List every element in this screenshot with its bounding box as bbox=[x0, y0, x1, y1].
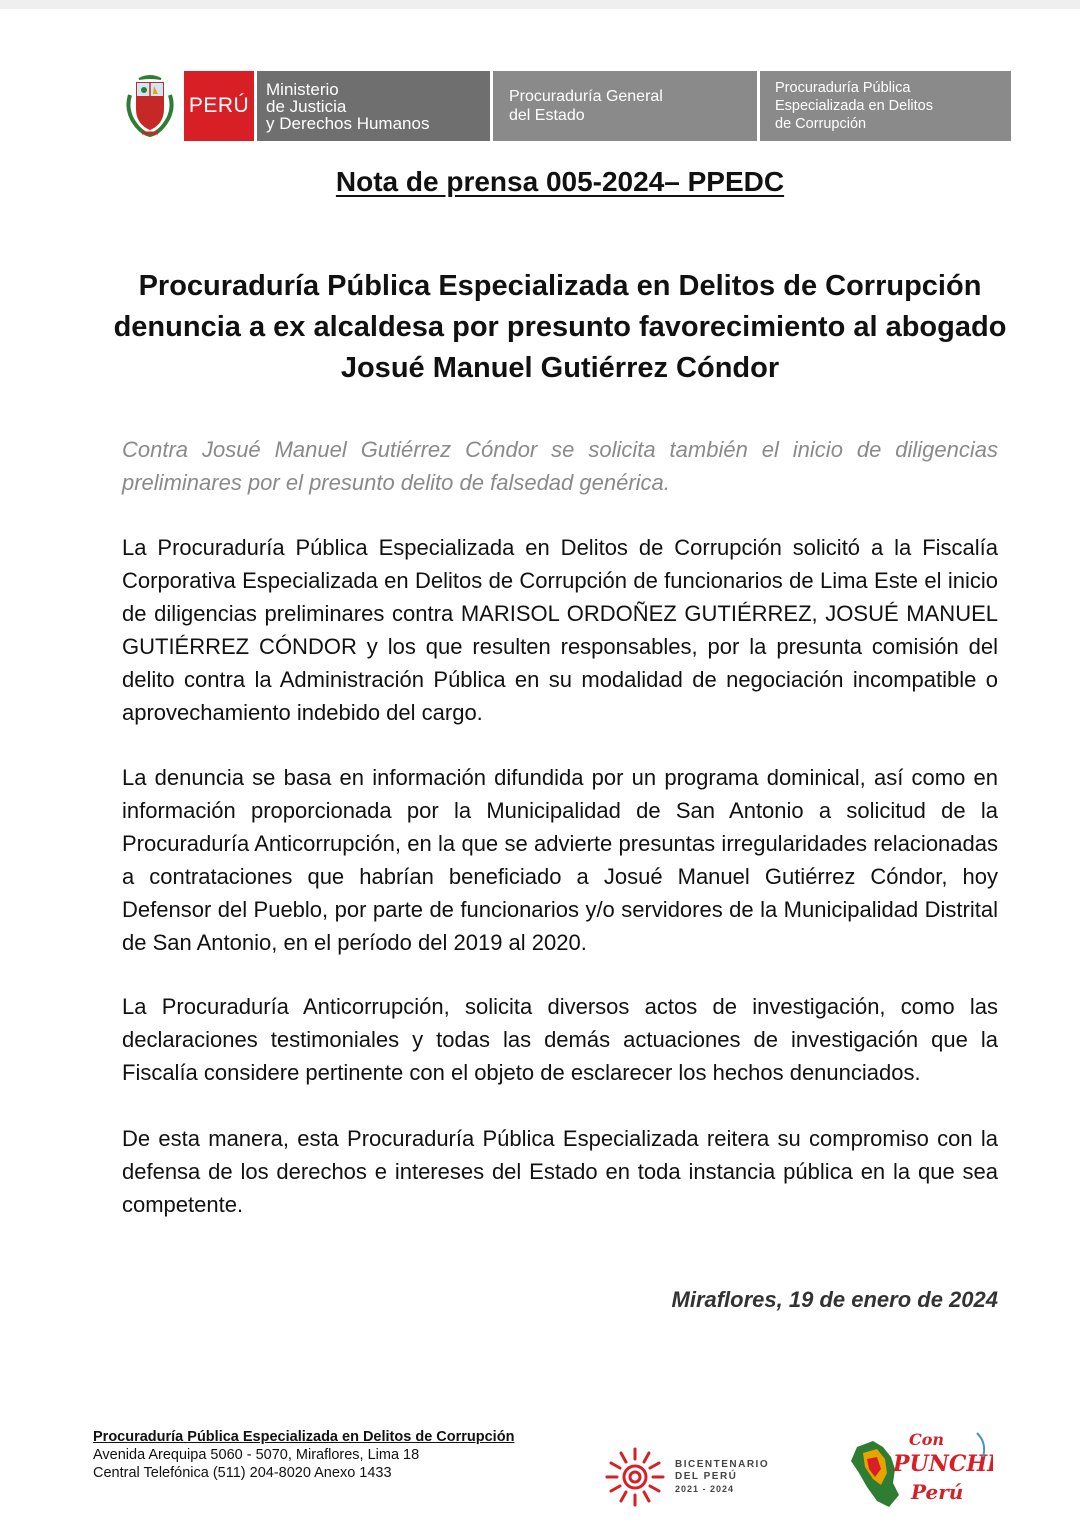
body-paragraph: La Procuraduría Pública Especializada en Delitos de Corrupción solicitó a la Fiscalía Corporativa Especializada en Delitos de Corrupción de funcionarios de Lima Este el inicio de diligencias preliminares contra MARISOL ORDOÑEZ GUTIÉRREZ, JOSUÉ MANUEL GUTIÉRREZ CÓNDOR y los que resulten responsables, por la presunta comisión del delito contra la Administración Pública en su modalidad de negociación incompatible o aprovechamiento indebido del cargo. bbox=[122, 535, 998, 725]
footer-phone: Central Telefónica (511) 204-8020 Anexo 1433 bbox=[93, 1465, 392, 1481]
ministry-line: y Derechos Humanos bbox=[266, 113, 430, 133]
punche-line: PUNCHE bbox=[893, 1451, 993, 1477]
ppedc-line: de Corrupción bbox=[775, 116, 867, 132]
pge-line: Procuraduría General bbox=[509, 88, 663, 105]
punche-line: Con bbox=[909, 1430, 945, 1449]
bicentenario-line: BICENTENARIO bbox=[675, 1459, 770, 1470]
body-paragraph: La denuncia se basa en información difundida por un programa dominical, así como en información proporcionada por la Municipalidad de San Antonio a solicitud de la Procuraduría Anticorrupción, en la que se advierte presuntas irregularidades relacionadas a contrataciones que habrían beneficiado a Josué Manuel Gutiérrez Cóndor, hoy Defensor del Pueblo, por parte de funcionarios y/o servidores de la Municipalidad Distrital de San Antonio, en el período del 2019 al 2020. bbox=[122, 765, 998, 955]
institutional-header bbox=[122, 71, 1011, 141]
bicentenario-logo bbox=[603, 1445, 769, 1509]
ppedc-line: Especializada en Delitos bbox=[775, 98, 933, 114]
ppedc-line: Procuraduría Pública bbox=[775, 80, 911, 96]
top-band bbox=[0, 0, 1080, 9]
bicentenario-line: DEL PERÚ bbox=[675, 1471, 738, 1482]
punche-line: Perú bbox=[911, 1480, 964, 1504]
press-note-title: Nota de prensa 005-2024– PPEDC bbox=[335, 166, 785, 197]
body-paragraph: De esta manera, esta Procuraduría Pública Especializada reitera su compromiso con la defensa de los derechos e intereses del Estado en toda instancia pública en la que sea competente. bbox=[122, 1126, 998, 1217]
coat-of-arms-icon bbox=[122, 71, 178, 141]
ppedc-label bbox=[760, 71, 1011, 141]
dateline: Miraflores, 19 de enero de 2024 bbox=[671, 1287, 998, 1312]
bicentenario-icon bbox=[603, 1445, 667, 1509]
pge-label bbox=[493, 71, 757, 141]
lead-paragraph: Contra Josué Manuel Gutiérrez Cóndor se solicita también el inicio de diligencias preliminares por el presunto delito de falsedad genérica. bbox=[122, 437, 998, 495]
ministry-line: Ministerio bbox=[266, 79, 339, 99]
ministry-line: de Justicia bbox=[266, 96, 347, 116]
footer-title: Procuraduría Pública Especializada en Delitos de Corrupción bbox=[93, 1429, 515, 1445]
peru-logo-label: PERÚ bbox=[184, 71, 254, 141]
footer-address bbox=[93, 1428, 514, 1482]
ministry-label bbox=[257, 71, 490, 141]
footer-street: Avenida Arequipa 5060 - 5070, Miraflores, Lima 18 bbox=[93, 1447, 420, 1463]
bicentenario-text bbox=[675, 1459, 769, 1495]
con-punche-peru-logo bbox=[843, 1423, 993, 1513]
headline: Procuraduría Pública Especializada en Delitos de Corrupción denuncia a ex alcaldesa por presunto favorecimiento al abogado Josué Manuel Gutiérrez Cóndor bbox=[113, 270, 1007, 384]
body-paragraph: La Procuraduría Anticorrupción, solicita diversos actos de investigación, como las declaraciones testimoniales y todas las demás actuaciones de investigación que la Fiscalía considere pertinente con el objeto de esclarecer los hechos denunciados. bbox=[122, 994, 998, 1085]
pge-line: del Estado bbox=[509, 107, 585, 124]
bicentenario-line: 2021 - 2024 bbox=[675, 1484, 735, 1494]
